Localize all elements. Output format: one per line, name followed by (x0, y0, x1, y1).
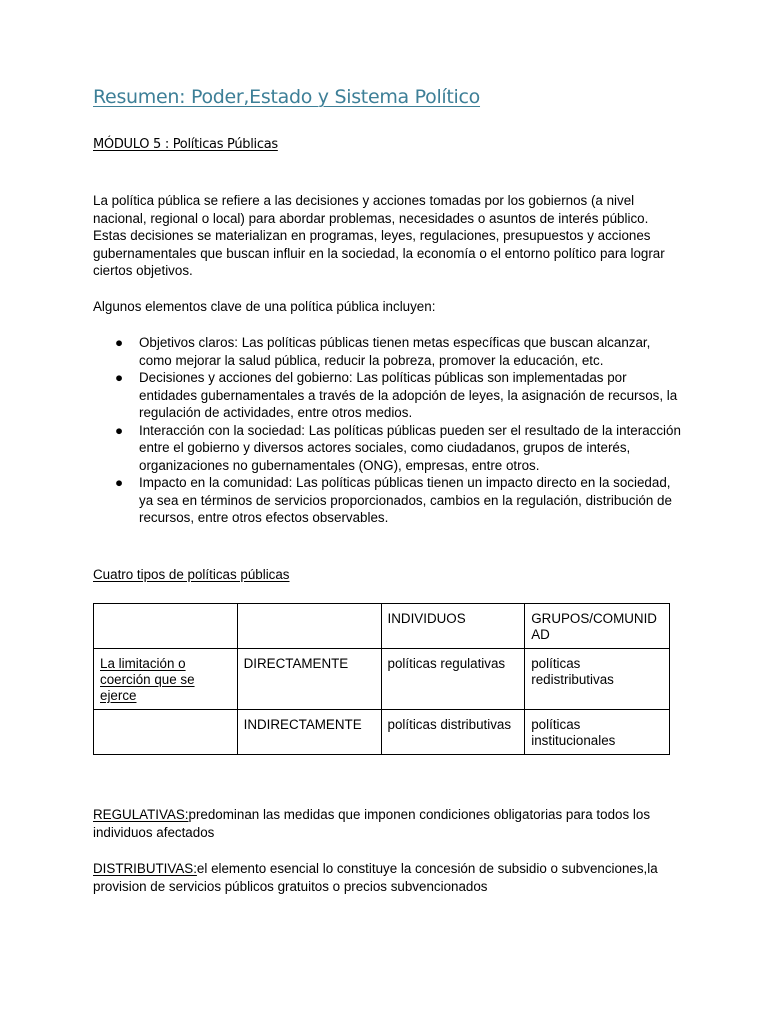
limitation-text: La limitación o coerción que se ejerce (100, 656, 195, 703)
distributivas-paragraph (93, 860, 683, 895)
table-header-row (94, 604, 670, 649)
table-cell-institucionales: políticas institucionales (525, 710, 670, 755)
table-cell-redistributivas: políticas redistributivas (525, 649, 670, 710)
bullet-icon: ● (115, 475, 124, 490)
table-cell-directamente: DIRECTAMENTE (237, 649, 381, 710)
table-cell-distributivas: políticas distributivas (381, 710, 525, 755)
list-item (93, 369, 683, 422)
list-item-text: Impacto en la comunidad: Las políticas públicas tienen un impacto directo en la sociedad, ya sea en términos de servicios proporcionados, cambios en la regulación, distribución de recursos, entre otros efectos observables. (139, 475, 672, 525)
key-elements-list (93, 334, 683, 527)
table-cell (94, 710, 238, 755)
bullet-icon: ● (115, 335, 124, 350)
table-cell-indirectamente: INDIRECTAMENTE (237, 710, 381, 755)
intro-paragraph: La política pública se refiere a las decisiones y acciones tomadas por los gobiernos (a nivel nacional, regional o local) para abordar problemas, necesidades o asuntos de interés público. Estas decisiones se materializan en programas, leyes, regulaciones, presupuestos y acciones gubernamentales que buscan influir en la sociedad, la economía o el entorno político para lograr ciertos objetivos. (93, 193, 665, 278)
types-heading-text: Cuatro tipos de políticas públicas (93, 567, 290, 582)
list-item (93, 474, 683, 527)
regulativas-label: REGULATIVAS: (93, 807, 189, 822)
bullet-icon: ● (115, 370, 124, 385)
list-item-text: Interacción con la sociedad: Las políticas públicas pueden ser el resultado de la interacción entre el gobierno y diversos actores sociales, como ciudadanos, grupos de interés, organizaciones no gubernamentales (ONG), empresas, entre otros. (139, 422, 681, 473)
document-title: Resumen: Poder,Estado y Sistema Político (93, 86, 481, 108)
module-heading: MÓDULO 5 : Políticas Públicas (93, 137, 278, 152)
table-cell-regulativas: políticas regulativas (381, 649, 525, 710)
policy-types-table (93, 603, 670, 755)
table-cell (237, 604, 381, 649)
table-cell-individuos: INDIVIDUOS (381, 604, 525, 649)
list-item-text: Objetivos claros: Las políticas públicas tienen metas específicas que buscan alcanzar, como mejorar la salud pública, reducir la pobreza, promover la educación, etc. (139, 335, 651, 368)
table-row (94, 710, 670, 755)
types-heading (93, 566, 683, 584)
bullet-icon: ● (115, 422, 124, 438)
list-item (93, 422, 683, 475)
table-cell-grupos: GRUPOS/COMUNIDAD (525, 604, 670, 649)
regulativas-paragraph (93, 806, 683, 841)
distributivas-label: DISTRIBUTIVAS: (93, 861, 197, 876)
list-item-text: Decisiones y acciones del gobierno: Las políticas públicas son implementadas por entidades gubernamentales a través de la adopción de leyes, la asignación de recursos, la regulación de actividades, entre otros medios. (139, 370, 678, 420)
regulativas-text: predominan las medidas que imponen condiciones obligatorias para todos los individuos afectados (93, 807, 651, 840)
table-cell-limitacion (94, 649, 238, 710)
elements-intro-paragraph: Algunos elementos clave de una política pública incluyen: (93, 299, 436, 314)
table-cell (94, 604, 238, 649)
table-row (94, 649, 670, 710)
list-item (93, 334, 683, 369)
distributivas-text: el elemento esencial lo constituye la concesión de subsidio o subvenciones,la provision de servicios públicos gratuitos o precios subvencionados (93, 861, 658, 894)
